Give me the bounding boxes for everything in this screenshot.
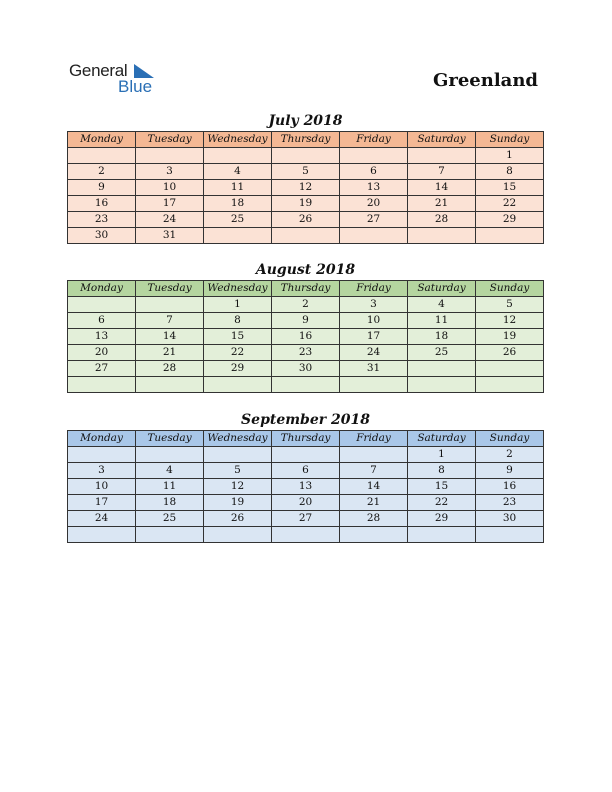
weekday-header: Thursday: [272, 431, 340, 447]
day-cell: 15: [408, 479, 476, 495]
weekday-header: Friday: [340, 281, 408, 297]
day-cell: 1: [204, 297, 272, 313]
day-cell: 22: [476, 196, 544, 212]
day-cell: 24: [68, 511, 136, 527]
day-cell: 13: [272, 479, 340, 495]
day-cell: 28: [408, 212, 476, 228]
day-cell: 14: [136, 329, 204, 345]
calendar-table: [67, 131, 544, 244]
week-row: [68, 148, 544, 164]
logo-text-blue: Blue: [118, 77, 153, 96]
day-cell: 4: [408, 297, 476, 313]
day-cell: 15: [476, 180, 544, 196]
weekday-header-row: [68, 431, 544, 447]
day-cell: 20: [340, 196, 408, 212]
week-row: [68, 495, 544, 511]
logo: [69, 61, 169, 97]
day-cell: 22: [408, 495, 476, 511]
day-cell: [136, 447, 204, 463]
week-row: [68, 180, 544, 196]
weekday-header: Sunday: [476, 431, 544, 447]
day-cell: 11: [204, 180, 272, 196]
day-cell: 3: [136, 164, 204, 180]
weekday-header: Tuesday: [136, 281, 204, 297]
weekday-header: Tuesday: [136, 132, 204, 148]
weekday-header: Wednesday: [204, 431, 272, 447]
day-cell: 30: [476, 511, 544, 527]
week-row: [68, 511, 544, 527]
day-cell: 17: [340, 329, 408, 345]
weekday-header: Friday: [340, 431, 408, 447]
day-cell: [476, 377, 544, 393]
week-row: [68, 447, 544, 463]
day-cell: [68, 527, 136, 543]
week-row: [68, 527, 544, 543]
day-cell: 27: [340, 212, 408, 228]
day-cell: 23: [272, 345, 340, 361]
day-cell: 24: [340, 345, 408, 361]
day-cell: 3: [68, 463, 136, 479]
logo-text-general: General: [69, 61, 128, 80]
day-cell: [340, 527, 408, 543]
day-cell: 7: [340, 463, 408, 479]
day-cell: 19: [204, 495, 272, 511]
day-cell: [136, 377, 204, 393]
day-cell: [340, 377, 408, 393]
day-cell: 2: [476, 447, 544, 463]
day-cell: 23: [68, 212, 136, 228]
calendar-table: [67, 280, 544, 393]
week-row: [68, 297, 544, 313]
day-cell: 25: [408, 345, 476, 361]
day-cell: [476, 228, 544, 244]
day-cell: [204, 148, 272, 164]
day-cell: 13: [68, 329, 136, 345]
day-cell: [204, 447, 272, 463]
day-cell: 15: [204, 329, 272, 345]
day-cell: 24: [136, 212, 204, 228]
day-cell: 30: [68, 228, 136, 244]
logo-flag-icon: [134, 64, 154, 78]
day-cell: 16: [272, 329, 340, 345]
day-cell: [476, 361, 544, 377]
day-cell: 31: [136, 228, 204, 244]
day-cell: 8: [204, 313, 272, 329]
week-row: [68, 345, 544, 361]
day-cell: 22: [204, 345, 272, 361]
day-cell: 19: [272, 196, 340, 212]
day-cell: 21: [136, 345, 204, 361]
week-row: [68, 164, 544, 180]
day-cell: 10: [340, 313, 408, 329]
day-cell: 6: [340, 164, 408, 180]
day-cell: 26: [476, 345, 544, 361]
calendar-body: [68, 148, 544, 244]
day-cell: 6: [68, 313, 136, 329]
country-title: Greenland: [432, 70, 538, 91]
day-cell: 29: [408, 511, 476, 527]
day-cell: 26: [272, 212, 340, 228]
day-cell: 11: [136, 479, 204, 495]
day-cell: 10: [68, 479, 136, 495]
month-block-august: [67, 260, 544, 393]
day-cell: 27: [68, 361, 136, 377]
week-row: [68, 196, 544, 212]
day-cell: [408, 148, 476, 164]
day-cell: [68, 148, 136, 164]
day-cell: 30: [272, 361, 340, 377]
month-title: August 2018: [255, 262, 356, 278]
weekday-header-row: [68, 132, 544, 148]
day-cell: 4: [204, 164, 272, 180]
day-cell: [68, 377, 136, 393]
day-cell: [408, 228, 476, 244]
day-cell: [476, 527, 544, 543]
weekday-header: Wednesday: [204, 281, 272, 297]
week-row: [68, 463, 544, 479]
week-row: [68, 228, 544, 244]
day-cell: 14: [340, 479, 408, 495]
weekday-header: Sunday: [476, 132, 544, 148]
day-cell: 8: [408, 463, 476, 479]
day-cell: [340, 447, 408, 463]
day-cell: 12: [476, 313, 544, 329]
day-cell: [272, 148, 340, 164]
weekday-header: Friday: [340, 132, 408, 148]
day-cell: 29: [204, 361, 272, 377]
day-cell: 12: [204, 479, 272, 495]
day-cell: [204, 228, 272, 244]
week-row: [68, 377, 544, 393]
day-cell: 16: [68, 196, 136, 212]
day-cell: 20: [272, 495, 340, 511]
day-cell: 28: [136, 361, 204, 377]
day-cell: [68, 447, 136, 463]
day-cell: 12: [272, 180, 340, 196]
day-cell: 7: [408, 164, 476, 180]
day-cell: 31: [340, 361, 408, 377]
weekday-header-row: [68, 281, 544, 297]
day-cell: 9: [68, 180, 136, 196]
day-cell: 6: [272, 463, 340, 479]
day-cell: 9: [476, 463, 544, 479]
weekday-header: Tuesday: [136, 431, 204, 447]
weekday-header: Sunday: [476, 281, 544, 297]
day-cell: 19: [476, 329, 544, 345]
day-cell: [272, 228, 340, 244]
day-cell: 5: [476, 297, 544, 313]
day-cell: [204, 377, 272, 393]
day-cell: 25: [204, 212, 272, 228]
day-cell: 25: [136, 511, 204, 527]
weekday-header: Saturday: [408, 431, 476, 447]
day-cell: [68, 297, 136, 313]
day-cell: 29: [476, 212, 544, 228]
month-title: July 2018: [268, 113, 343, 129]
day-cell: [408, 377, 476, 393]
day-cell: [272, 377, 340, 393]
day-cell: [136, 148, 204, 164]
day-cell: 17: [68, 495, 136, 511]
week-row: [68, 329, 544, 345]
day-cell: [340, 228, 408, 244]
day-cell: [272, 447, 340, 463]
day-cell: 23: [476, 495, 544, 511]
day-cell: 1: [408, 447, 476, 463]
day-cell: [408, 361, 476, 377]
day-cell: 18: [204, 196, 272, 212]
day-cell: 28: [340, 511, 408, 527]
day-cell: 14: [408, 180, 476, 196]
day-cell: 9: [272, 313, 340, 329]
weekday-header: Thursday: [272, 281, 340, 297]
day-cell: 21: [408, 196, 476, 212]
day-cell: 18: [136, 495, 204, 511]
day-cell: 16: [476, 479, 544, 495]
day-cell: 5: [204, 463, 272, 479]
day-cell: 1: [476, 148, 544, 164]
day-cell: 26: [204, 511, 272, 527]
day-cell: [340, 148, 408, 164]
weekday-header: Monday: [68, 132, 136, 148]
weekday-header: Saturday: [408, 132, 476, 148]
calendar-body: [68, 447, 544, 543]
day-cell: [136, 527, 204, 543]
day-cell: 2: [272, 297, 340, 313]
day-cell: [136, 297, 204, 313]
week-row: [68, 479, 544, 495]
calendar-table: [67, 430, 544, 543]
day-cell: 7: [136, 313, 204, 329]
weekday-header: Saturday: [408, 281, 476, 297]
day-cell: 13: [340, 180, 408, 196]
weekday-header: Wednesday: [204, 132, 272, 148]
weekday-header: Thursday: [272, 132, 340, 148]
month-title: September 2018: [241, 412, 370, 428]
day-cell: 4: [136, 463, 204, 479]
month-block-september: [67, 410, 544, 543]
day-cell: 5: [272, 164, 340, 180]
day-cell: 27: [272, 511, 340, 527]
day-cell: 8: [476, 164, 544, 180]
day-cell: [408, 527, 476, 543]
day-cell: [204, 527, 272, 543]
day-cell: 2: [68, 164, 136, 180]
weekday-header: Monday: [68, 431, 136, 447]
week-row: [68, 313, 544, 329]
month-block-july: [67, 111, 544, 244]
day-cell: 20: [68, 345, 136, 361]
calendar-body: [68, 297, 544, 393]
day-cell: 21: [340, 495, 408, 511]
week-row: [68, 361, 544, 377]
day-cell: 11: [408, 313, 476, 329]
day-cell: [272, 527, 340, 543]
day-cell: 10: [136, 180, 204, 196]
weekday-header: Monday: [68, 281, 136, 297]
week-row: [68, 212, 544, 228]
day-cell: 18: [408, 329, 476, 345]
day-cell: 17: [136, 196, 204, 212]
day-cell: 3: [340, 297, 408, 313]
